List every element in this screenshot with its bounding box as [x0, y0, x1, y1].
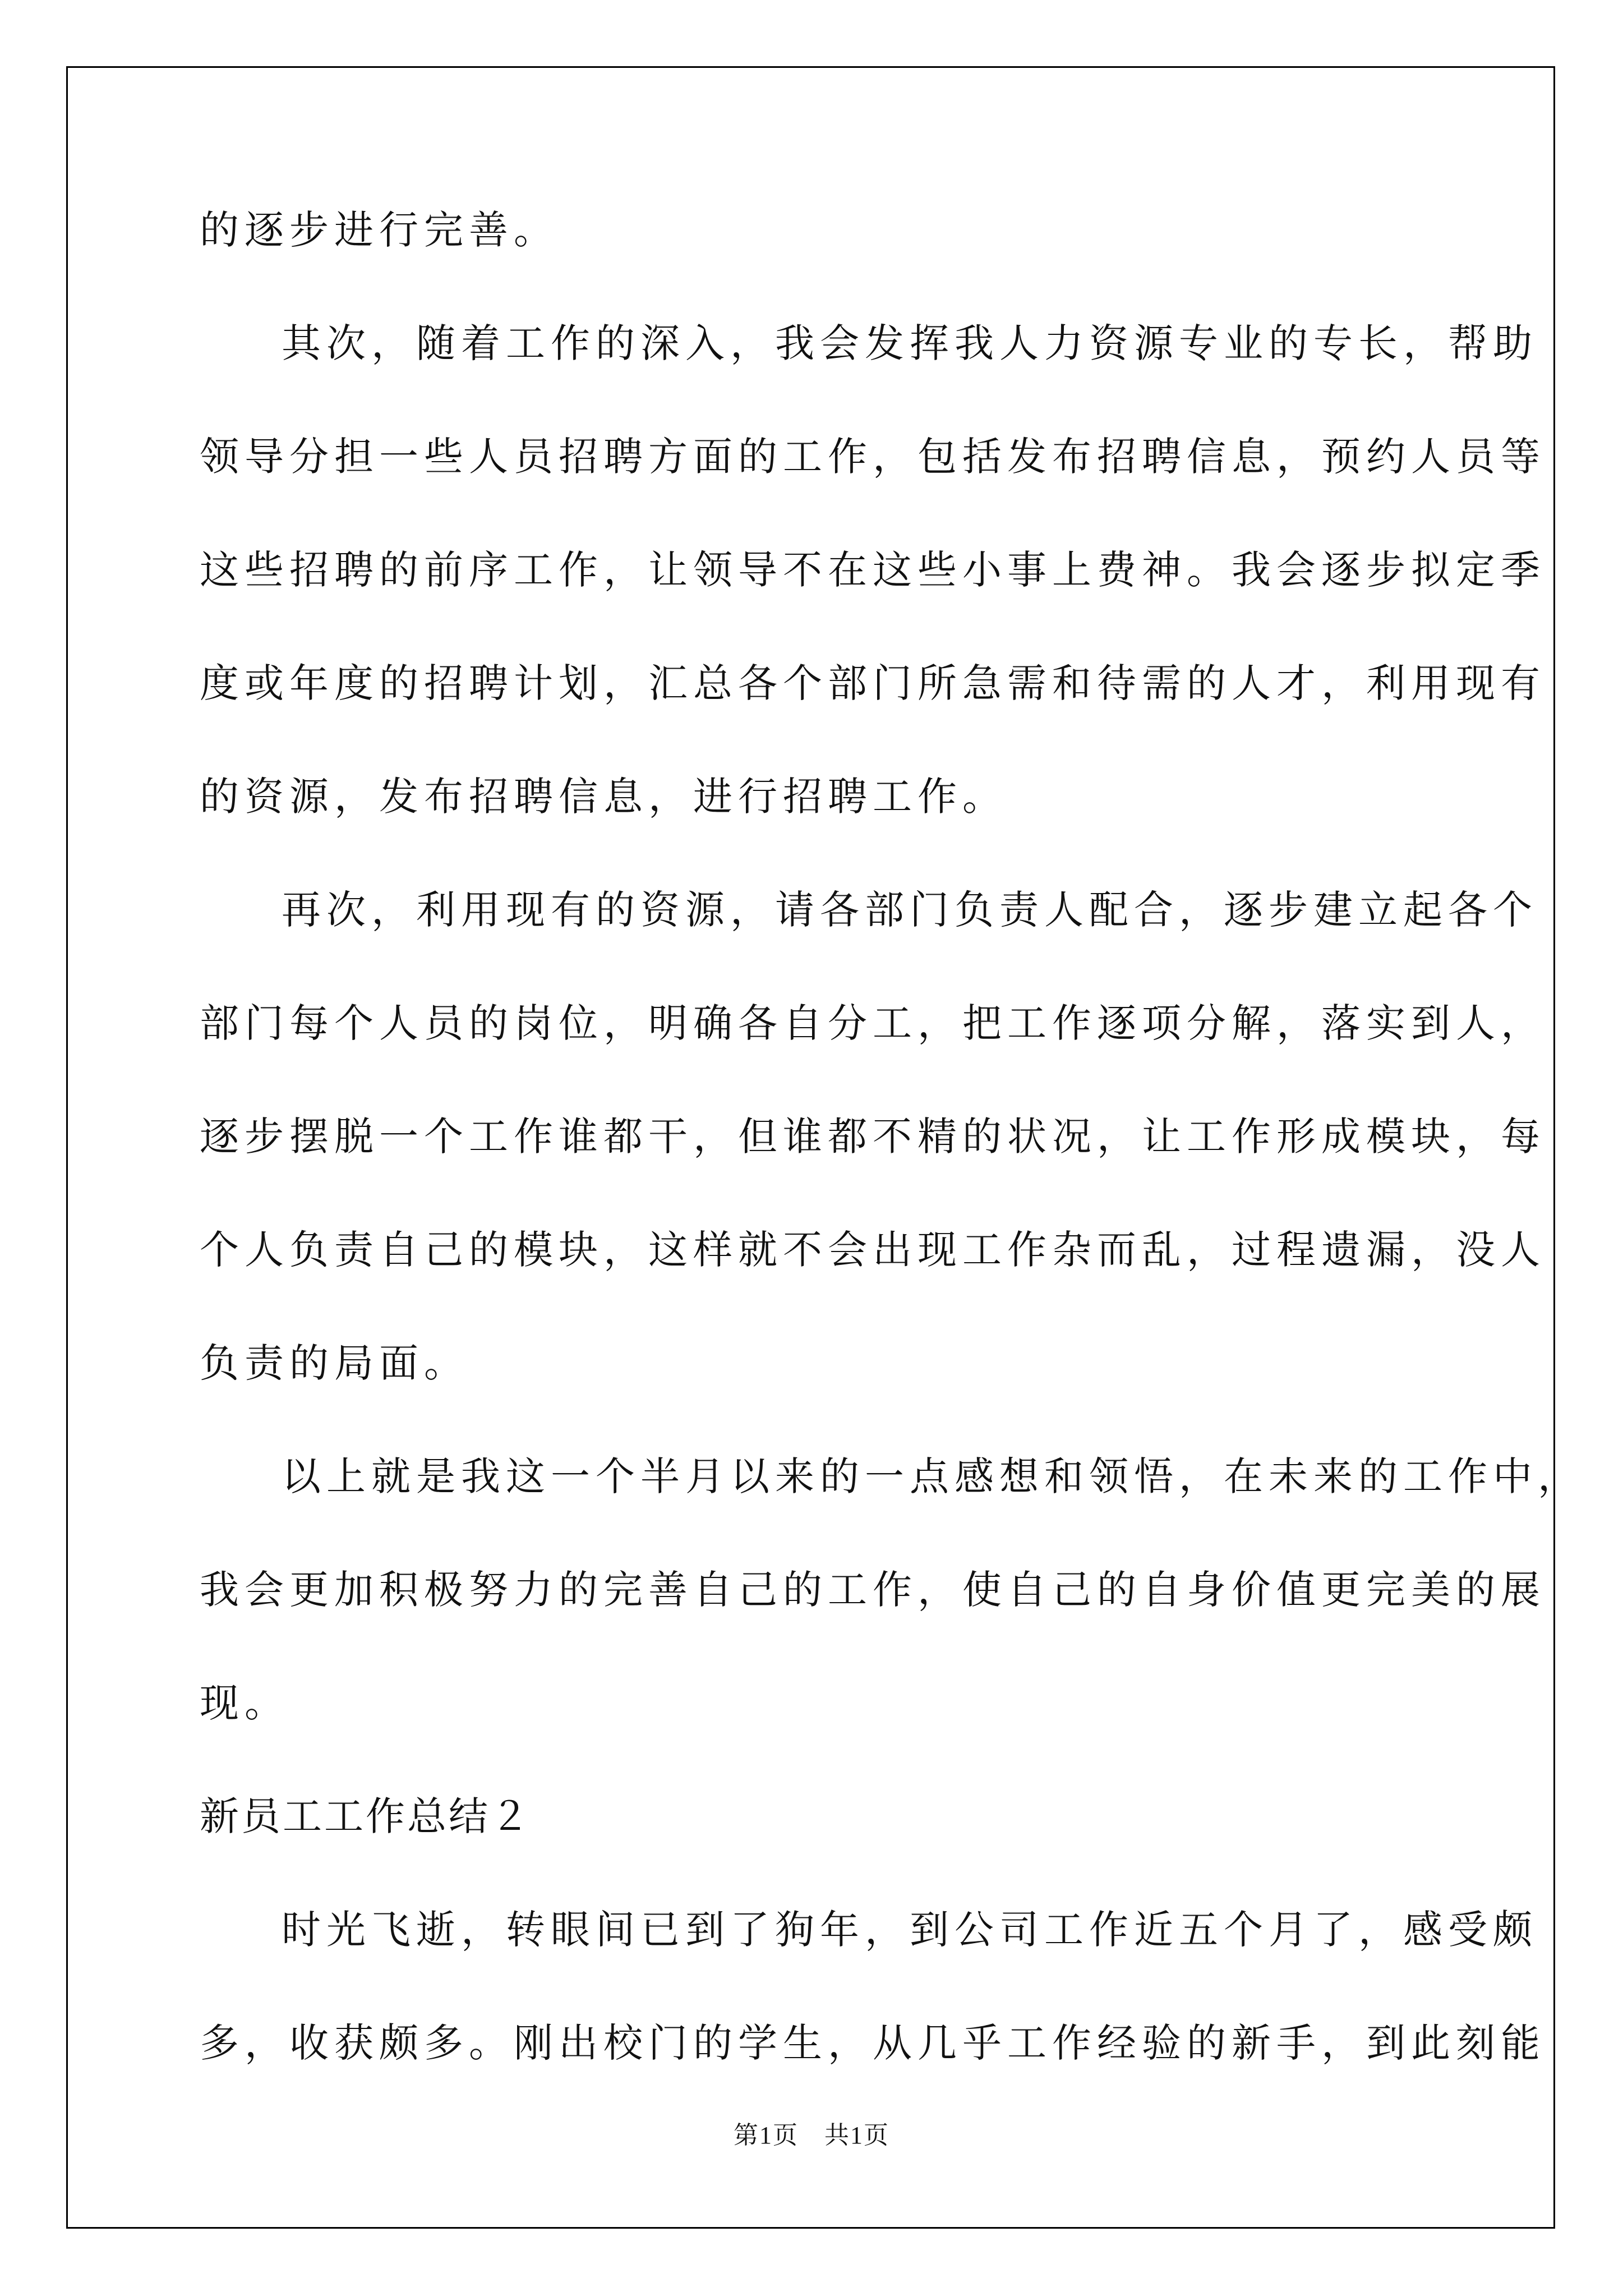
- page-footer: 第1页 共1页: [734, 2122, 889, 2149]
- text-line: 多，收获颇多。刚出校门的学生，从几乎工作经验的新手，到此刻能: [200, 2020, 1546, 2066]
- section-heading: 新员工工作总结２: [200, 1793, 532, 1839]
- paragraph-start-line: 时光飞逝，转眼间已到了狗年，到公司工作近五个月了，感受颇: [282, 1907, 1538, 1953]
- text-line: 这些招聘的前序工作，让领导不在这些小事上费神。我会逐步拟定季: [200, 547, 1546, 593]
- text-line: 个人负责自己的模块，这样就不会出现工作杂而乱，过程遗漏，没人: [200, 1227, 1546, 1273]
- text-line: 的资源，发布招聘信息，进行招聘工作。: [200, 774, 1007, 820]
- text-line: 部门每个人员的岗位，明确各自分工，把工作逐项分解，落实到人，: [200, 1000, 1546, 1046]
- text-line: 负责的局面。: [200, 1340, 469, 1386]
- text-line: 逐步摆脱一个工作谁都干，但谁都不精的状况，让工作形成模块，每: [200, 1114, 1546, 1159]
- text-line: 领导分担一些人员招聘方面的工作，包括发布招聘信息，预约人员等: [200, 434, 1546, 480]
- paragraph-start-line: 再次，利用现有的资源，请各部门负责人配合，逐步建立起各个: [282, 887, 1538, 933]
- text-line: 我会更加积极努力的完善自己的工作，使自己的自身价值更完美的展: [200, 1567, 1546, 1613]
- paragraph-start-line: 其次，随着工作的深入，我会发挥我人力资源专业的专长，帮助: [282, 320, 1538, 366]
- text-line: 度或年度的招聘计划，汇总各个部门所急需和待需的人才，利用现有: [200, 660, 1546, 706]
- text-line: 的逐步进行完善。: [200, 207, 559, 253]
- paragraph-start-line: 以上就是我这一个半月以来的一点感想和领悟，在未来的工作中，: [282, 1453, 1583, 1499]
- text-line: 现。: [200, 1680, 289, 1726]
